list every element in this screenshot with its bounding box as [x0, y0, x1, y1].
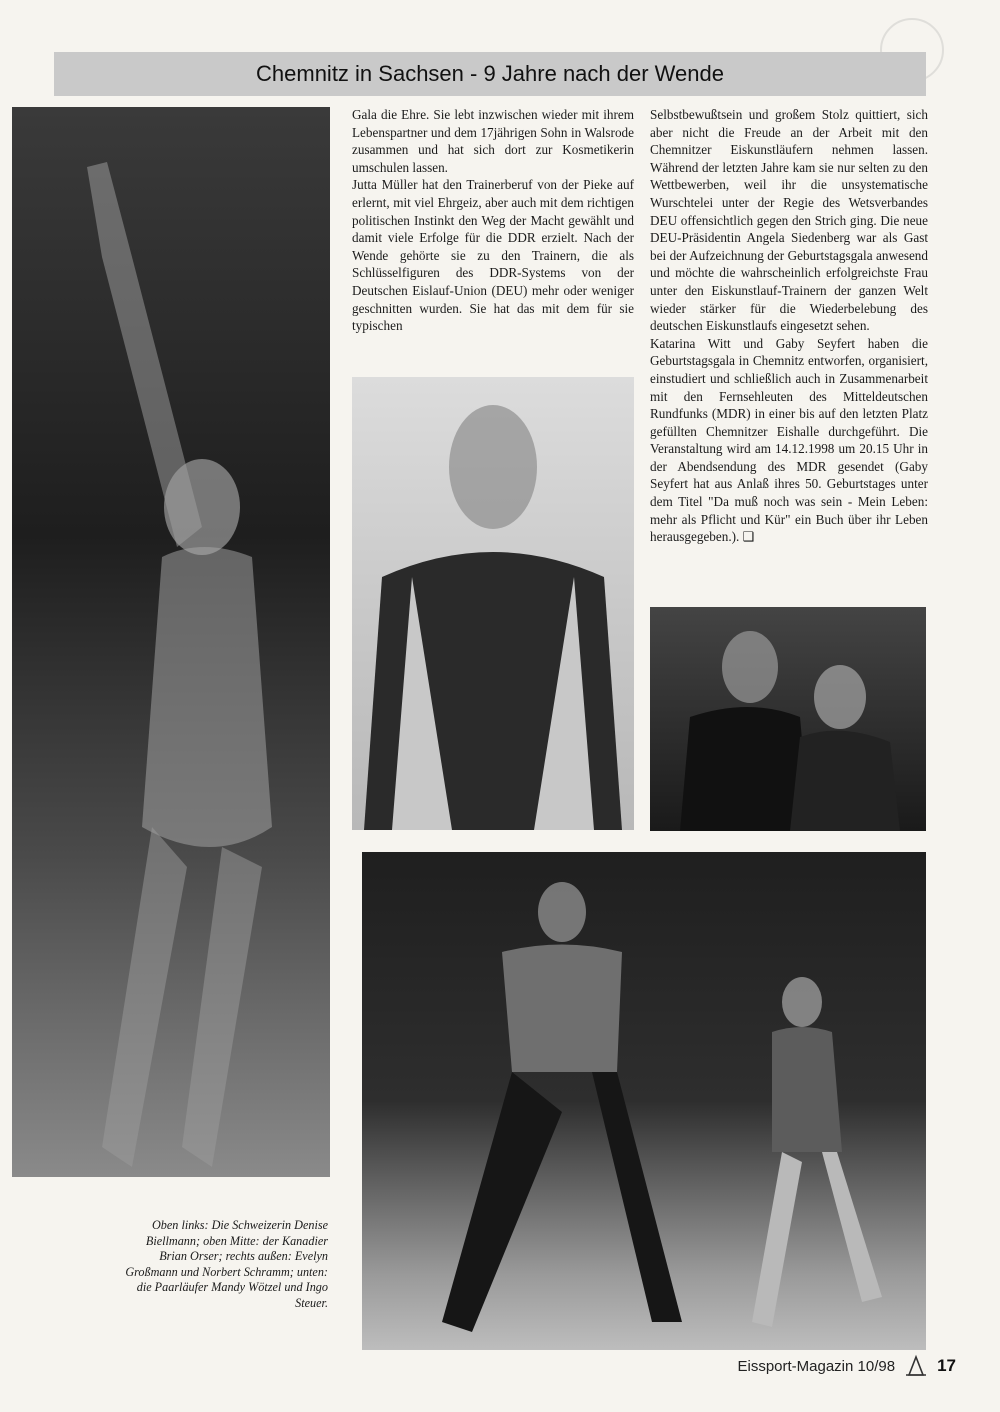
article-paragraph: Selbstbewußtsein und großem Stolz quittiert, sich aber nicht die Freude an der Arbeit mit den Chemnitzer Eiskunstläufern nehmen lassen. Während der letzten Jahre kam sie nur selten zu den Wettbewerben, weil ihr die unsystematische Wurschtelei unter der Regie des Wetsverbandes DEU offensichtlich gegen den Strich ging. Die neue DEU-Präsidentin Angela Siedenberg war als Gast bei der Aufzeichnung der Geburtstagsgala anwesend und möchte die wahrscheinlich erfolgreichste Frau unter den Eiskunstlauf-Trainern der ganzen Welt wieder stärker für die Wiederbelebung des deutschen Eiskunstlaufs eingesetzt sehen. — [650, 107, 928, 334]
skater-silhouette-icon — [12, 107, 330, 1177]
page-header-bar — [54, 52, 926, 96]
couple-silhouette-icon — [650, 607, 926, 831]
pair-skaters-silhouette-icon — [362, 852, 926, 1350]
article-column-middle — [352, 106, 634, 335]
article-paragraph: Katarina Witt und Gaby Seyfert haben die Geburtstagsgala in Chemnitz entworfen, organisiert, einstudiert und schließlich auch in Zusammenarbeit mit den Fernsehleuten des Mitteldeutschen Rundfunks (MDR) in einer bis auf den letzten Platz gefüllten Chemnitzer Eishalle durchgeführt. Die Veranstaltung wird am 14.12.1998 um 20.15 Uhr in der Abendsendung des MDR gesendet (Gaby Seyfert hat aus Anlaß ihres 50. Geburtstages unter dem Titel "Da muß noch was sein - Mein Leben: mehr als Pflicht und Kür" ein Buch über ihr Leben herausgegeben.). ❑ — [650, 335, 928, 545]
page-footer — [730, 1352, 956, 1380]
magazine-issue: Eissport-Magazin 10/98 — [737, 1357, 896, 1375]
photo-skater-biellmann — [12, 107, 330, 1177]
magazine-logo-icon — [903, 1353, 929, 1379]
photo-caption: Oben links: Die Schweizerin Denise Biellmann; oben Mitte: der Kanadier Brian Orser; rechts außen: Evelyn Großmann und Norbert Schramm; unten: die Paarläufer Mandy Wötzel und Ingo Steuer. — [125, 1218, 328, 1310]
photo-grossmann-schramm — [650, 607, 926, 831]
photo-woetzel-steuer — [362, 852, 926, 1350]
page-number: 17 — [937, 1356, 956, 1375]
article-paragraph: Jutta Müller hat den Trainerberuf von der Pieke auf erlernt, mit viel Ehrgeiz, aber auch mit dem richtigen politischen Instinkt den Weg der Macht gewählt und damit viele Erfolge für die DDR erzielt. Nach der Wende gehörte sie zu den Trainern, die als Schlüsselfiguren des DDR-Systems von der Deutschen Eislauf-Union (DEU) mehr oder weniger geschnitten wurden. Sie hat das mit dem für sie typischen — [352, 177, 634, 334]
portrait-silhouette-icon — [352, 377, 634, 830]
photo-skater-orser — [352, 377, 634, 830]
article-column-right — [650, 106, 928, 546]
page-title: Chemnitz in Sachsen - 9 Jahre nach der Wende — [256, 61, 724, 86]
article-paragraph: Gala die Ehre. Sie lebt inzwischen wieder mit ihrem Lebenspartner und dem 17jährigen Sohn in Walsrode zusammen und hat sich dort zur Kosmetikerin umschulen lassen. — [352, 107, 634, 175]
